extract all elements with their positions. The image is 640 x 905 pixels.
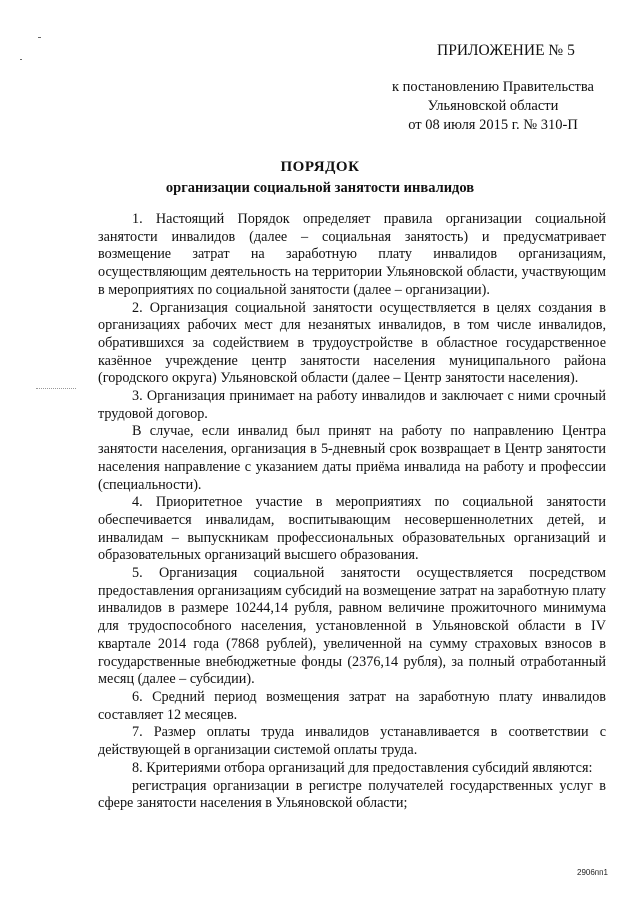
decree-line: от 08 июля 2015 г. № 310-П [408,117,578,133]
margin-mark [36,388,76,389]
paragraph: 1. Настоящий Порядок определяет правила организации социальной занятости инвалидов (далее – социальная занятость) и предусматривает возмещение затрат на заработную плату инвалидов организациям, осуществляющим деятельность на территории Ульяновской области, участвующим в мероприятиях по социальной занятости (далее – организации). [98,211,606,298]
paragraph: 6. Средний период возмещения затрат на заработную плату инвалидов составляет 12 месяцев. [98,688,606,723]
paragraph: 4. Приоритетное участие в мероприятиях по социальной занятости обеспечивается инвалидам, воспитывающим несовершеннолетних детей, и инвалидам – выпускникам профессиональных образовательных организаций и образовательных организаций высшего образования. [98,494,606,564]
decree-line: к постановлению Правительства [392,79,594,95]
appendix-label: ПРИЛОЖЕНИЕ № 5 [437,42,575,59]
decree-line: Ульяновской области [427,98,559,114]
paragraph: 5. Организация социальной занятости осуществляется посредством предоставления организациям субсидий на возмещение затрат на заработную плату инвалидов в размере 10244,14 рубля, равном величине прожиточного минимума для трудоспособного населения, установленной в Ульяновской области в IV квартале 2014 года (7868 рублей), увеличенной на сумму страховых взносов в государственные внебюджетные фонды (2376,14 рубля), за полный отработанный месяц (далее – субсидии). [98,565,606,688]
scan-speck [38,37,41,38]
paragraph: 3. Организация принимает на работу инвалидов и заключает с ними срочный трудовой договор. [98,388,606,422]
paragraph: 8. Критериями отбора организаций для предоставления субсидий являются: [132,759,593,776]
document-code: 2906пп1 [577,868,608,877]
document-body [98,211,606,813]
paragraph: 7. Размер оплаты труда инвалидов устанавливается в соответствии с действующей в организации системой оплаты труда. [98,724,606,759]
document-title: ПОРЯДОК [280,159,360,175]
paragraph: 2. Организация социальной занятости осуществляется в целях создания в организациях рабочих мест для незанятых инвалидов, в том числе инвалидов, обратившихся за содействием в трудоустройстве в областное государственное казённое учреждение центр занятости населения муниципального района (городского округа) Ульяновской области (далее – Центр занятости населения). [98,299,606,387]
paragraph: регистрация организации в регистре получателей государственных услуг в сфере занятости населения в Ульяновской области; [98,777,606,812]
scan-speck [20,59,22,60]
decree-reference [382,78,604,135]
paragraph: В случае, если инвалид был принят на работу по направлению Центра занятости населения, организация в 5-дневный срок возвращает в Центр занятости населения направление с указанием даты приёма инвалида на работу и профессии (специальности). [98,423,606,493]
document-subtitle: организации социальной занятости инвалидов [165,180,475,196]
